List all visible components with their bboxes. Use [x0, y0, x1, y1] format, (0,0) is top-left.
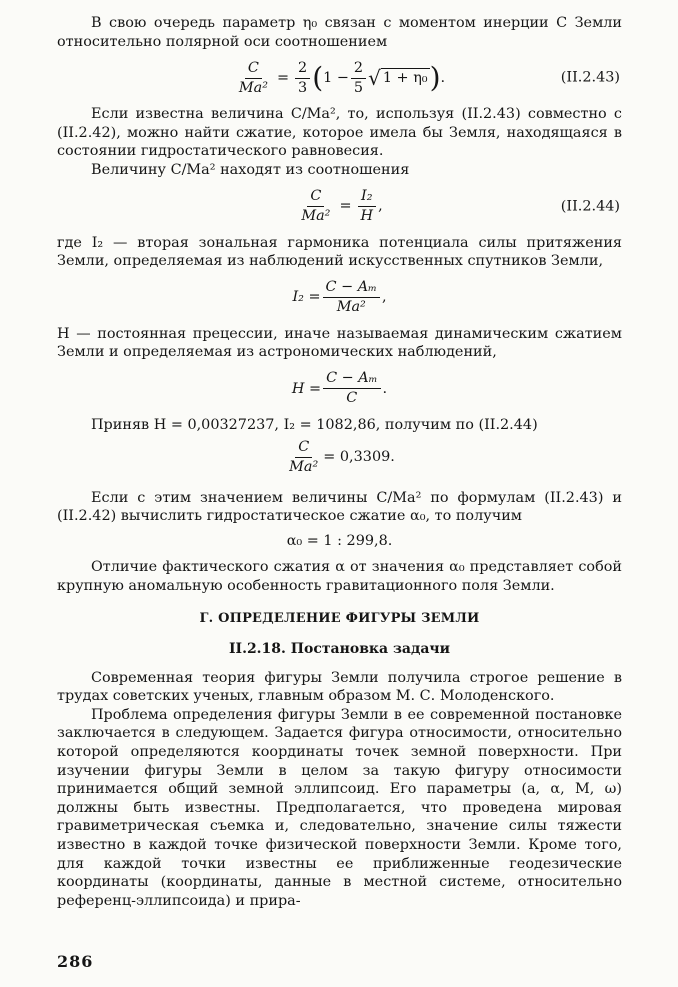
- paragraph-2: Если известна величина C/Ma², то, используя (II.2.43) совместно с (II.2.42), можно найти сжатие, которое имела бы Земля, находящаяся в состоянии гидростатического равновесия.: [57, 106, 622, 160]
- equation-I2: I₂ = $\frac{\text{C − Aₘ}}{\text{Ma²}}$ ,: [292, 279, 387, 316]
- equation-II-2-43: $\frac{C}{\text{Ma²}}$ = $\frac{2}{3}$ ( 1 − $\frac{2}{5}$ √ 1 + η₀ ) . (II.2.43): [57, 51, 622, 105]
- paragraph-8: Отличие фактического сжатия α от значения α₀ представляет собой крупную аномальную особенность гравитационного поля Земли.: [57, 559, 622, 594]
- page-body: [57, 14, 622, 910]
- paragraph-4: где I₂ — вторая зональная гармоника потенциала силы притяжения Земли, определяемая из наблюдений искусственных спутников Земли,: [57, 234, 622, 270]
- paragraph-10: Проблема определения фигуры Земли в ее современной постановке заключается в следующем. Задается фигура относимости, относительно которой определяются координаты точек земной поверхности. При изучении фигуры Земли в целом за такую фигуру относимости принимается общий земной эллипсоид. Его параметры (a, α, M, ω) должны быть известны. Предполагается, что проведена мировая гравиметрическая съемка и, следовательно, значение силы тяжести известно в каждой точке физической поверхности Земли. Кроме того, для каждой точки известны ее приближенные геодезические координаты (координаты, данные в местной системе, относительно референц-эллипсоида) и прира-: [57, 706, 622, 909]
- subsection-heading: II.2.18. Постановка задачи: [228, 641, 451, 658]
- paragraph-9: Современная теория фигуры Земли получила строгое решение в трудах советских ученых, главным образом М. С. Молоденского.: [57, 669, 622, 705]
- paragraph-3: Величину C/Ma² находят из соотношения: [91, 161, 410, 178]
- paragraph-1: В свою очередь параметр η₀ связан с моментом инерции C Земли относительно полярной оси соотношением: [57, 15, 622, 50]
- paragraph-7: Если с этим значением величины C/Ma² по формулам (II.2.43) и (II.2.42) вычислить гидростатическое сжатие α₀, то получим: [57, 489, 622, 525]
- paragraph-6: Приняв H = 0,00327237, I₂ = 1082,86, получим по (II.2.44): [91, 416, 538, 433]
- equation-H: H = $\frac{\text{C − Aₘ}}{C}$ .: [291, 370, 388, 407]
- section-heading: Г. ОПРЕДЕЛЕНИЕ ФИГУРЫ ЗЕМЛИ: [199, 610, 480, 626]
- equation-alpha: α₀ = 1 : 299,8.: [286, 532, 393, 549]
- equation-II-2-44: $\frac{C}{\text{Ma²}}$ = $\frac{\text{I₂}}{H}$ , (II.2.44): [301, 188, 620, 225]
- fraction-c-ma2: $\frac{C}{\text{Ma²}}$: [238, 59, 268, 96]
- equation-value: $\frac{C}{\text{Ma²}}$ = 0,3309.: [289, 439, 395, 476]
- sqrt-expression: 1 + η₀: [382, 70, 428, 87]
- equation-number: (II.2.43): [560, 69, 620, 86]
- page-number: 286: [57, 952, 94, 971]
- equation-number: (II.2.44): [560, 198, 620, 215]
- paragraph-5: H — постоянная прецессии, иначе называемая динамическим сжатием Земли и определяемая из астрономических наблюдений,: [57, 325, 622, 361]
